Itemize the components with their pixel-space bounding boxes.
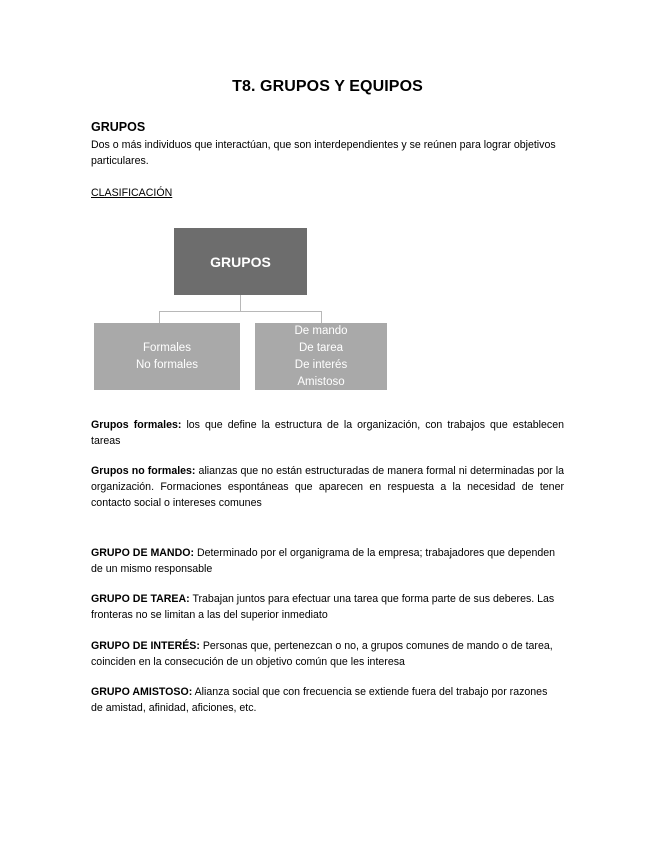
diagram-connector-right xyxy=(321,311,322,323)
diagram-root-box xyxy=(174,228,307,295)
definition-text: Trabajan juntos para efectuar una tarea que forma parte de sus deberes. Las fronteras no se limitan a las del superior inmediato xyxy=(91,593,555,621)
section-heading-grupos: GRUPOS xyxy=(91,120,146,134)
definition-term: GRUPO DE TAREA: xyxy=(91,593,190,605)
definition-text: alianzas que no están estructuradas de manera formal ni determinadas por la organización. Formaciones espontáneas que aparecen en respuesta a la necesidad de tener contacto social o intereses comunes xyxy=(91,465,565,509)
definition-text: Determinado por el organigrama de la empresa; trabajadores que dependen de un mismo responsable xyxy=(91,547,556,575)
definition-grupos-formales xyxy=(91,417,564,449)
definition-term: GRUPO DE MANDO: xyxy=(91,547,194,559)
definition-text: Personas que, pertenezcan o no, a grupos comunes de mando o de tarea, coinciden en la consecución de un objetivo común que les interesa xyxy=(91,640,553,668)
definition-grupo-amistoso xyxy=(91,684,561,716)
diagram-item: De tarea xyxy=(298,341,344,354)
diagram-connector-left xyxy=(159,311,160,323)
diagram-item: De mando xyxy=(294,324,348,337)
diagram-right-box xyxy=(255,323,387,390)
diagram-item: Amistoso xyxy=(297,375,345,388)
definition-term: GRUPO AMISTOSO: xyxy=(91,686,193,698)
clasificacion-label: CLASIFICACIÓN xyxy=(91,187,173,199)
page-title: T8. GRUPOS Y EQUIPOS xyxy=(232,78,423,95)
definition-term: Grupos no formales: xyxy=(91,465,196,477)
definition-text: Alianza social que con frecuencia se extiende fuera del trabajo por razones de amistad, afinidad, aficiones, etc. xyxy=(91,686,548,714)
diagram-item: Formales xyxy=(143,341,191,354)
diagram-connector-horizontal xyxy=(159,311,322,312)
definition-grupo-de-tarea xyxy=(91,591,561,623)
diagram-left-box xyxy=(94,323,240,390)
grupos-definition: Dos o más individuos que interactúan, que son interdependientes y se reúnen para lograr objetivos particulares. xyxy=(91,139,556,167)
definition-grupo-de-mando xyxy=(91,545,561,577)
definition-term: Grupos formales: xyxy=(91,419,182,431)
diagram-root-label: GRUPOS xyxy=(210,253,271,270)
diagram-connector-vertical xyxy=(240,295,241,311)
definition-term: GRUPO DE INTERÉS: xyxy=(91,640,200,652)
diagram-item: No formales xyxy=(136,358,198,371)
diagram-item: De interés xyxy=(294,358,348,371)
definition-grupos-no-formales xyxy=(91,463,564,511)
definition-text: los que define la estructura de la organización, con trabajos que establecen tareas xyxy=(91,419,564,447)
definition-grupo-de-interes xyxy=(91,638,561,670)
